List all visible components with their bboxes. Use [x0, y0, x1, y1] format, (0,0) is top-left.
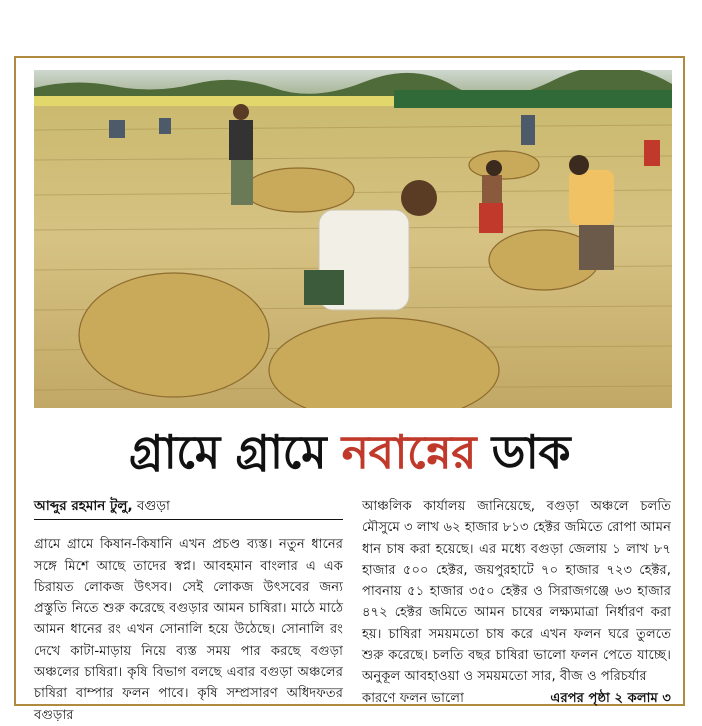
continue-reference: এরপর পৃষ্ঠা ২ কলাম ৩	[550, 690, 671, 706]
byline	[34, 496, 343, 520]
headline-part-3: ডাক	[476, 425, 571, 479]
article-text-right: আঞ্চলিক কার্যালয় জানিয়েছে, বগুড়া অঞ্চলে চলতি মৌসুমে ৩ লাখ ৬২ হাজার ৮১৩ হেক্টর জমিতে রোপা আমন ধান চাষ করা হয়েছে। এর মধ্যে বগুড়া জেলায় ১ লাখ ৮৭ হাজার ৫০০ হেক্টর, জয়পুরহাটে ৭০ হাজার ৭২৩ হেক্টর, পাবনায় ৫১ হাজার ৩৫০ হেক্টর ও সিরাজগঞ্জে ৬৩ হাজার ৪৭২ হেক্টর জমিতে আমন চাষের লক্ষ্যমাত্রা নির্ধারণ করা হয়। চাষিরা সময়মতো চাষ করে এখন ফলন ঘরে তুলতে শুরু করেছে। চলতি বছর চাষিরা ভালো ফলন পেতে যাচ্ছে। অনুকূল আবহাওয়া ও সময়মতো সার, বীজ ও পরিচর্যার	[362, 499, 671, 685]
byline-name: আব্দুর রহমান টুলু,	[34, 498, 133, 514]
headline-part-1: গ্রামে গ্রামে	[128, 425, 342, 479]
byline-location: বগুড়া	[132, 498, 170, 514]
news-clipping-frame	[14, 56, 685, 723]
headline-accent: নবান্নের	[341, 425, 477, 479]
article-last-line: কারণে ফলন ভালো	[362, 690, 464, 706]
headline	[16, 424, 683, 480]
harvest-photo	[34, 70, 672, 408]
article-column-left	[34, 496, 343, 726]
article-text-left: গ্রামে গ্রামে কিষান-কিষানি এখন প্রচণ্ড ব্যস্ত। নতুন ধানের সঙ্গে মিশে আছে তাদের স্বপ্ন। আবহমান বাংলার এ এক চিরায়ত লোকজ উৎসব। সেই লোকজ উৎসবের জন্য প্রস্তুতি নিতে শুরু করেছে বগুড়ার আমন চাষিরা। মাঠে মাঠে আমন ধানের রং এখন সোনালি হয়ে উঠেছে। সোনালি রং দেখে কাটা-মাড়ায় নিয়ে ব্যস্ত সময় পার করছে বগুড়া অঞ্চলের চাষিরা। কৃষি বিভাগ বলছে এবার বগুড়া অঞ্চলের চাষিরা বাম্পার ফলন পাবে। কৃষি সম্প্রসারণ অধিদফতর বগুড়ার	[34, 537, 343, 723]
article-column-right	[362, 496, 671, 709]
continue-row	[362, 688, 671, 709]
